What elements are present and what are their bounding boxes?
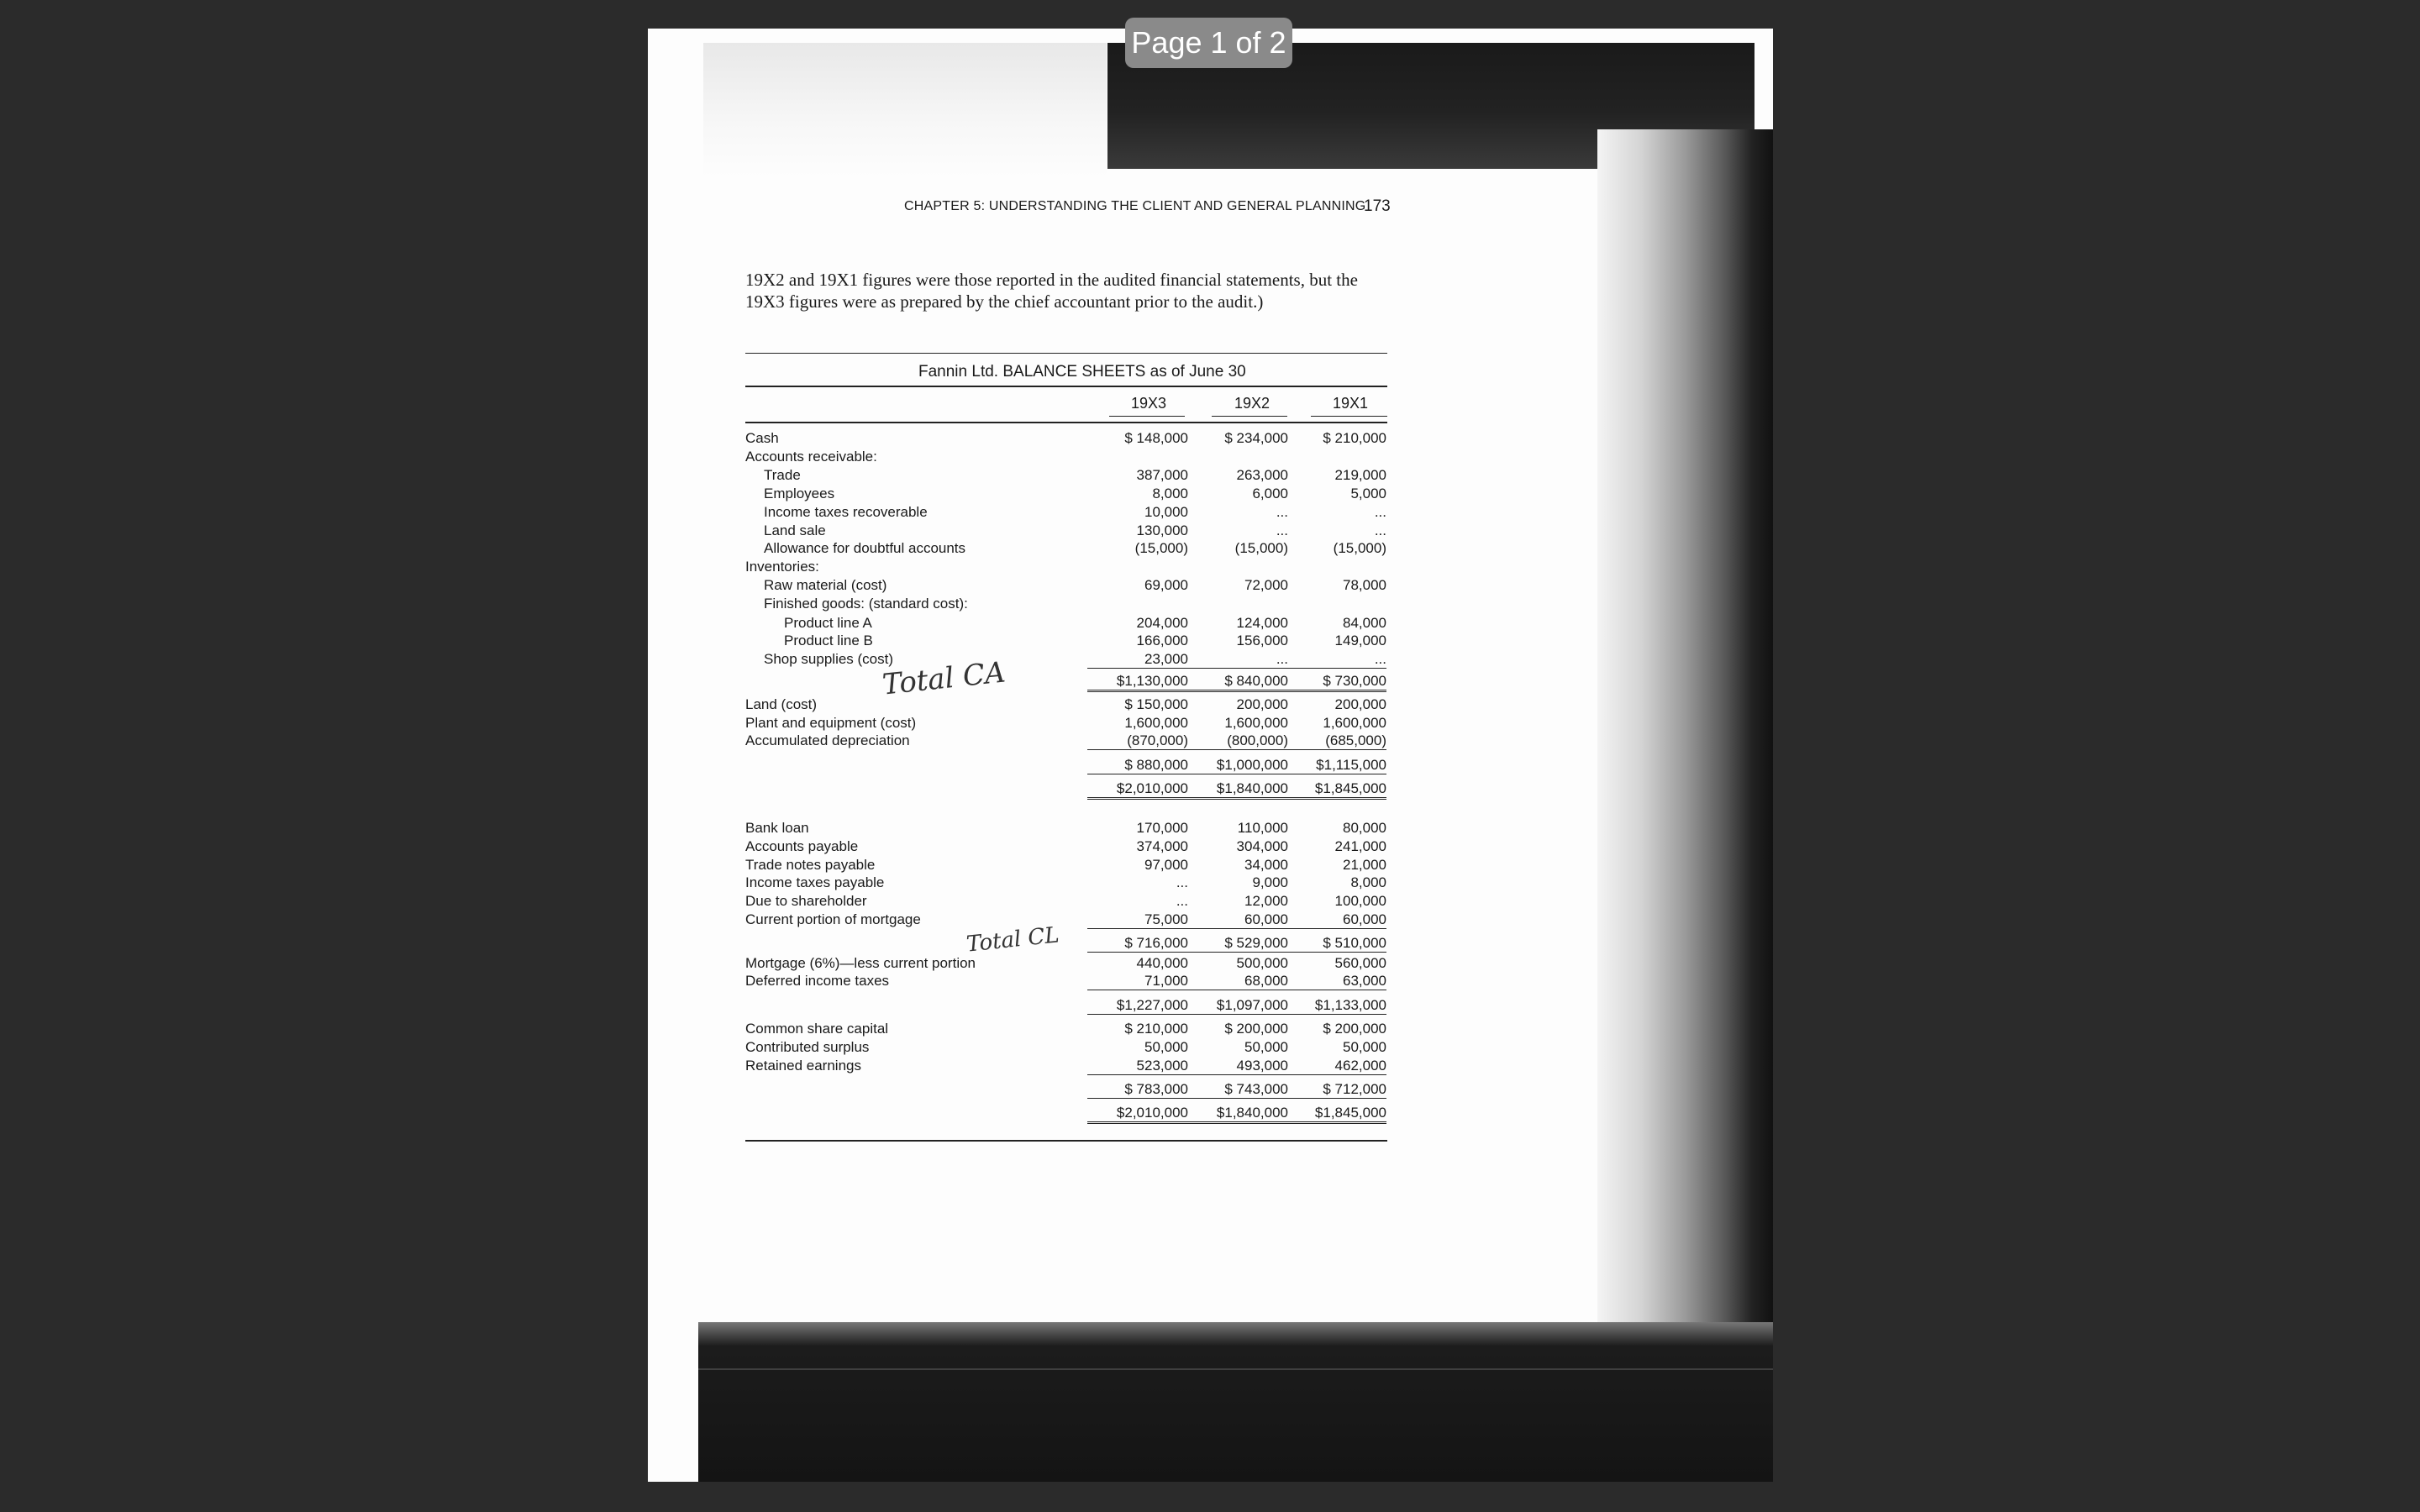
table-row: [745, 596, 1392, 614]
row-label: Trade: [764, 467, 801, 483]
value-cell: 241,000: [1334, 838, 1386, 854]
value-cell: $ 148,000: [1124, 430, 1188, 446]
page-number: 173: [1364, 197, 1391, 215]
table-row: [745, 673, 1392, 691]
value-cell: $ 200,000: [1323, 1021, 1386, 1037]
table-row: [745, 732, 1392, 751]
value-cell: $ 529,000: [1187, 935, 1288, 953]
table-row: [745, 1105, 1392, 1123]
table-row: [745, 651, 1392, 669]
table-top-rule: [745, 353, 1387, 354]
intro-line-1: 19X2 and 19X1 figures were those reported in the audited financial statements, but the: [745, 270, 1358, 290]
value-cell: $2,010,000: [1087, 1105, 1188, 1124]
value-cell: ...: [1276, 522, 1288, 538]
value-cell: 149,000: [1334, 633, 1386, 648]
value-cell: ...: [1374, 522, 1386, 538]
value-cell: 10,000: [1144, 504, 1188, 520]
row-label: Finished goods: (standard cost):: [764, 596, 968, 612]
column-header-19x1: 19X1: [1333, 395, 1369, 412]
scan-shadow-top-left: [703, 43, 1107, 177]
value-cell: 9,000: [1252, 874, 1288, 890]
table-row: [745, 467, 1392, 486]
table-row: [745, 504, 1392, 522]
value-cell: 110,000: [1237, 820, 1288, 836]
value-cell: $ 716,000: [1087, 935, 1188, 953]
value-cell: $1,000,000: [1187, 757, 1288, 774]
row-label: Accounts payable: [745, 838, 859, 854]
scan-shadow-right: [1597, 129, 1773, 1373]
table-row: [745, 1081, 1392, 1100]
column-header-19x2: 19X2: [1234, 395, 1270, 412]
row-label: Plant and equipment (cost): [745, 715, 917, 731]
value-cell: 304,000: [1236, 838, 1288, 854]
row-label: Income taxes payable: [745, 874, 885, 890]
scan-shadow-bottom: [698, 1322, 1773, 1482]
value-cell: 80,000: [1343, 820, 1386, 836]
value-cell: 156,000: [1236, 633, 1288, 648]
row-label: Shop supplies (cost): [764, 651, 894, 667]
value-cell: $ 783,000: [1087, 1081, 1188, 1099]
row-label: Common share capital: [745, 1021, 889, 1037]
value-cell: ...: [1276, 504, 1288, 520]
value-cell: $ 150,000: [1124, 696, 1188, 712]
row-label: Land (cost): [745, 696, 818, 712]
table-row: [745, 757, 1392, 775]
value-cell: (15,000): [1234, 540, 1288, 556]
col-rule-3: [1311, 416, 1387, 417]
value-cell: 560,000: [1334, 955, 1386, 971]
table-row: [745, 559, 1392, 577]
value-cell: ...: [1374, 504, 1386, 520]
table-row: [745, 486, 1392, 504]
value-cell: ...: [1176, 874, 1188, 890]
column-header-19x3: 19X3: [1131, 395, 1167, 412]
table-row: [745, 997, 1392, 1016]
table-row: [745, 973, 1392, 991]
document-page: [648, 29, 1773, 1482]
table-row: [745, 820, 1392, 838]
value-cell: $ 840,000: [1187, 673, 1288, 692]
value-cell: $ 880,000: [1087, 757, 1188, 774]
row-label: Product line A: [784, 615, 872, 631]
title-rule: [745, 386, 1387, 387]
value-cell: 200,000: [1236, 696, 1288, 712]
page-indicator: Page 1 of 2: [1125, 18, 1292, 68]
intro-line-2: 19X3 figures were as prepared by the chief accountant prior to the audit.): [745, 291, 1264, 312]
value-cell: $ 210,000: [1124, 1021, 1188, 1037]
table-bottom-rule: [745, 1140, 1387, 1142]
row-label: Bank loan: [745, 820, 809, 836]
value-cell: $1,845,000: [1286, 1105, 1386, 1124]
value-cell: 8,000: [1350, 874, 1386, 890]
row-label: Contributed surplus: [745, 1039, 870, 1055]
value-cell: $1,227,000: [1087, 997, 1188, 1015]
value-cell: 374,000: [1136, 838, 1188, 854]
row-label: Deferred income taxes: [745, 973, 890, 989]
table-row: [745, 893, 1392, 911]
value-cell: 60,000: [1187, 911, 1288, 929]
scan-divider-line: [698, 1368, 1773, 1370]
value-cell: 23,000: [1087, 651, 1188, 669]
value-cell: 63,000: [1286, 973, 1386, 990]
value-cell: ...: [1176, 893, 1188, 909]
table-row: [745, 955, 1392, 974]
value-cell: 71,000: [1087, 973, 1188, 990]
value-cell: 200,000: [1334, 696, 1386, 712]
value-cell: 263,000: [1236, 467, 1288, 483]
value-cell: 12,000: [1244, 893, 1288, 909]
value-cell: 130,000: [1136, 522, 1188, 538]
table-row: [745, 540, 1392, 559]
value-cell: 72,000: [1244, 577, 1288, 593]
value-cell: 493,000: [1187, 1058, 1288, 1075]
value-cell: 5,000: [1350, 486, 1386, 501]
table-row: [745, 1039, 1392, 1058]
value-cell: $ 234,000: [1224, 430, 1288, 446]
value-cell: 219,000: [1334, 467, 1386, 483]
value-cell: (15,000): [1333, 540, 1386, 556]
handwritten-total-ca: Total CA: [881, 655, 1007, 702]
value-cell: 1,600,000: [1124, 715, 1188, 731]
value-cell: 387,000: [1136, 467, 1188, 483]
table-row: [745, 430, 1392, 449]
value-cell: 21,000: [1343, 857, 1386, 873]
value-cell: $1,840,000: [1187, 780, 1288, 800]
value-cell: $ 743,000: [1187, 1081, 1288, 1099]
table-row: [745, 780, 1392, 799]
value-cell: 500,000: [1236, 955, 1288, 971]
value-cell: 78,000: [1343, 577, 1386, 593]
col-rule-1: [1109, 416, 1185, 417]
table-row: [745, 1058, 1392, 1076]
row-label: Income taxes recoverable: [764, 504, 928, 520]
table-row: [745, 911, 1392, 930]
value-cell: 50,000: [1244, 1039, 1288, 1055]
table-row: [745, 522, 1392, 541]
col-rule-2: [1212, 416, 1287, 417]
row-label: Cash: [745, 430, 779, 446]
row-label: Inventories:: [745, 559, 819, 575]
table-row: [745, 838, 1392, 857]
row-label: Employees: [764, 486, 835, 501]
table-row: [745, 715, 1392, 733]
table-row: [745, 449, 1392, 467]
value-cell: $ 510,000: [1286, 935, 1386, 953]
value-cell: 60,000: [1286, 911, 1386, 929]
row-label: Raw material (cost): [764, 577, 887, 593]
value-cell: $1,840,000: [1187, 1105, 1288, 1124]
value-cell: $1,115,000: [1286, 757, 1386, 774]
value-cell: 6,000: [1252, 486, 1288, 501]
row-label: Product line B: [784, 633, 873, 648]
value-cell: 523,000: [1087, 1058, 1188, 1075]
value-cell: $1,845,000: [1286, 780, 1386, 800]
value-cell: 97,000: [1144, 857, 1188, 873]
value-cell: $1,097,000: [1187, 997, 1288, 1015]
row-label: Accumulated depreciation: [745, 732, 910, 748]
value-cell: 34,000: [1244, 857, 1288, 873]
handwritten-total-cl: Total CL: [965, 922, 1060, 958]
table-row: [745, 857, 1392, 875]
value-cell: 204,000: [1136, 615, 1188, 631]
table-row: [745, 615, 1392, 633]
table-row: [745, 633, 1392, 651]
value-cell: 166,000: [1136, 633, 1188, 648]
value-cell: 170,000: [1136, 820, 1188, 836]
row-label: Land sale: [764, 522, 826, 538]
table-row: [745, 1021, 1392, 1039]
value-cell: $2,010,000: [1087, 780, 1188, 800]
value-cell: $1,133,000: [1286, 997, 1386, 1015]
value-cell: (870,000): [1087, 732, 1188, 750]
value-cell: $ 200,000: [1224, 1021, 1288, 1037]
value-cell: 1,600,000: [1224, 715, 1288, 731]
value-cell: 50,000: [1343, 1039, 1386, 1055]
row-label: Current portion of mortgage: [745, 911, 921, 927]
chapter-header: CHAPTER 5: UNDERSTANDING THE CLIENT AND GENERAL PLANNING: [904, 199, 1366, 213]
value-cell: 75,000: [1087, 911, 1188, 929]
value-cell: $ 730,000: [1286, 673, 1386, 692]
row-label: Due to shareholder: [745, 893, 867, 909]
table-row: [745, 577, 1392, 596]
table-row: [745, 696, 1392, 715]
row-label: Trade notes payable: [745, 857, 876, 873]
value-cell: 100,000: [1334, 893, 1386, 909]
value-cell: 462,000: [1286, 1058, 1386, 1075]
value-cell: 68,000: [1187, 973, 1288, 990]
value-cell: 440,000: [1136, 955, 1188, 971]
value-cell: (15,000): [1134, 540, 1188, 556]
value-cell: 1,600,000: [1323, 715, 1386, 731]
value-cell: (800,000): [1187, 732, 1288, 750]
value-cell: (685,000): [1286, 732, 1386, 750]
value-cell: 124,000: [1236, 615, 1288, 631]
value-cell: $ 712,000: [1286, 1081, 1386, 1099]
value-cell: $ 210,000: [1323, 430, 1386, 446]
row-label: Allowance for doubtful accounts: [764, 540, 966, 556]
value-cell: 8,000: [1152, 486, 1188, 501]
row-label: Accounts receivable:: [745, 449, 877, 465]
row-label: Retained earnings: [745, 1058, 861, 1074]
table-row: [745, 874, 1392, 893]
table-title: Fannin Ltd. BALANCE SHEETS as of June 30: [918, 363, 1246, 381]
value-cell: $1,130,000: [1087, 673, 1188, 692]
table-row: [745, 935, 1392, 953]
value-cell: ...: [1286, 651, 1386, 669]
row-label: Mortgage (6%)—less current portion: [745, 955, 976, 971]
value-cell: ...: [1187, 651, 1288, 669]
header-rule: [745, 422, 1387, 423]
value-cell: 50,000: [1144, 1039, 1188, 1055]
value-cell: 69,000: [1144, 577, 1188, 593]
value-cell: 84,000: [1343, 615, 1386, 631]
